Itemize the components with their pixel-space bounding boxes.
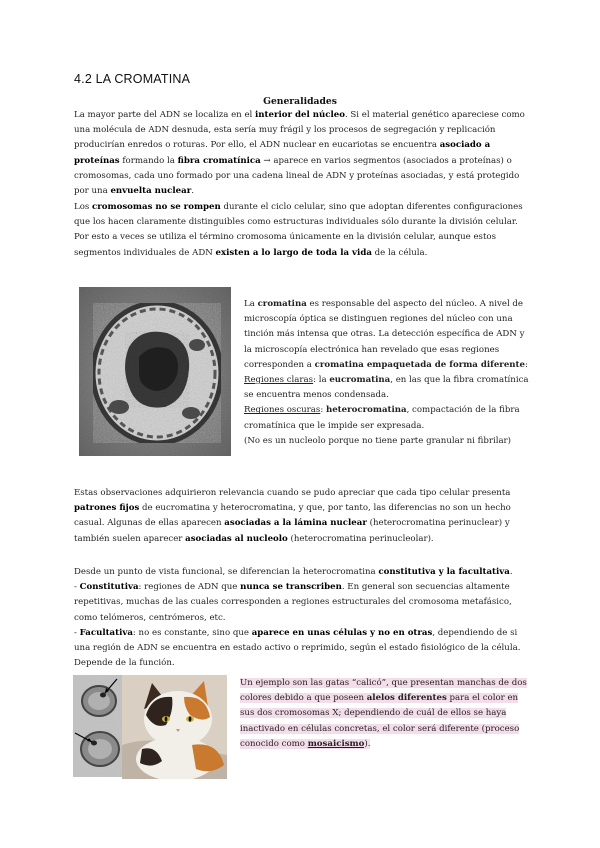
calico-cat-image <box>122 675 227 779</box>
subsection-heading: Generalidades <box>263 96 337 107</box>
paragraph-chromosomes: Los cromosomas no se rompen durante el ciclo celular, sino que adoptan diferentes configuraciones que los hacen claramente distinguibles como estructuras individuales sólo durante la división celular. Por esto a veces se utiliza el término cromosoma únicamente en la división celular, aunque estos segmentos individuales de ADN existen a lo largo de toda la vida de la célula. <box>74 202 523 258</box>
section-heading: 4.2 LA CROMATINA <box>74 72 191 86</box>
nucleus-micrograph-image <box>79 287 231 456</box>
dark-regions-label: Regiones oscuras <box>244 405 321 416</box>
paragraph-intro: La mayor parte del ADN se localiza en el interior del núcleo. Si el material genético apareciese como una molécula de ADN desnuda, esta sería muy frágil y los procesos de segregación y replicación producirían enredos o roturas. Por ello, el ADN nuclear en eucariotas se encuentra asociado a proteínas formando la fibra cromatínica → aparece en varios segmentos (asociados a proteínas) o cromosomas, cada uno formado por una cadena lineal de ADN y proteínas asociadas, y está protegido por una envuelta nuclear. <box>74 110 525 197</box>
barr-body-cells-image <box>73 675 125 777</box>
mosaicism-term: mosaicismo <box>307 738 365 749</box>
paragraph-patterns: Estas observaciones adquirieron relevancia cuando se pudo apreciar que cada tipo celular presenta patrones fijos de eucromatina y heterocromatina, y que, por tanto, las diferencias no son un hecho casual. Algunas de ellas aparecen asociadas a la lámina nuclear (heterocromatina perinuclear) y también suelen aparecer asociadas al nucleolo (heterocromatina perinucleolar). <box>74 488 511 544</box>
light-regions-label: Regiones claras <box>244 375 314 386</box>
chromatin-description: La cromatina es responsable del aspecto del núcleo. A nivel de microscopía óptica se distinguen regiones del núcleo con una tinción más intensa que otras. La detección específica de ADN y la microscopía electrónica han revelado que esas regiones corresponden a cromatina empaquetada de forma diferente: Regiones claras: la eucromatina, en las que la fibra cromatínica se encuentra menos condensada. Regiones oscuras: heterocromatina, compactación de la fibra cromatínica que le impide ser expresada. (No es un nucleolo porque no tiene parte granular ni fibrilar) <box>244 299 529 446</box>
calico-description: Un ejemplo son las gatas “calicó”, que presentan manchas de dos colores debido a que poseen alelos diferentes para el color en sus dos cromosomas X; dependiendo de cuál de ellos se haya inactivado en células concretas, el color será diferente (proceso conocido como mosaicismo). <box>240 678 527 749</box>
paragraph-heterochromatin-types: Desde un punto de vista funcional, se diferencian la heterocromatina constitutiva y la facultativa. - Constitutiva: regiones de ADN que nunca se transcriben. En general son secuencias altamente repetitivas, muchas de las cuales corresponden a regiones estructurales del cromosoma metafásico, como telómeros, centrómeros, etc. - Facultativa: no es constante, sino que aparece en unas células y no en otras, dependiendo de si una región de ADN se encuentra en estado activo o reprimido, según el estado fisiológico de la célula. Depende de la función. <box>74 567 521 669</box>
